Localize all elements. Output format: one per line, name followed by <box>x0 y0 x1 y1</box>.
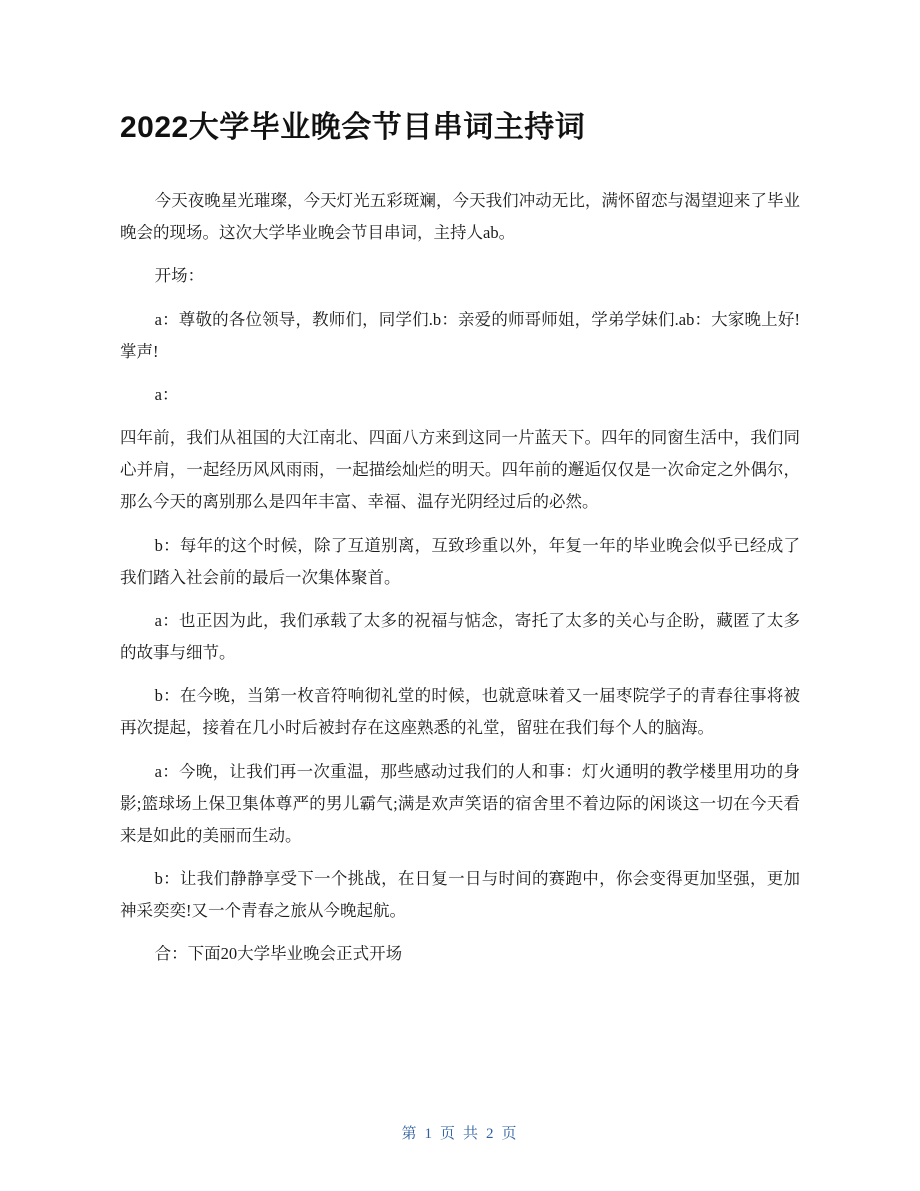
footer-current-page: 1 <box>424 1126 434 1142</box>
paragraph: b：让我们静静享受下一个挑战，在日复一日与时间的赛跑中，你会变得更加坚强，更加神采奕奕!又一个青春之旅从今晚起航。 <box>120 869 800 921</box>
page-title: 2022大学毕业晚会节目串词主持词 <box>120 111 586 144</box>
paragraph: a： <box>154 384 179 404</box>
paragraph: 开场： <box>154 266 205 286</box>
footer-prefix: 第 <box>401 1126 419 1142</box>
paragraph: a：也正因为此，我们承载了太多的祝福与惦念，寄托了太多的关心与企盼，藏匿了太多的故事与细节。 <box>120 610 800 663</box>
document-body <box>120 185 800 971</box>
paragraph: 合：下面20大学毕业晚会正式开场 <box>154 944 403 964</box>
paragraph: a：尊敬的各位领导，教师们，同学们.b：亲爱的师哥师姐，学弟学妹们.ab：大家晚上好!掌声! <box>120 309 800 361</box>
footer-total-pages: 2 <box>486 1126 496 1142</box>
footer-suffix: 页 <box>501 1126 519 1142</box>
footer-of-word: 共 <box>463 1126 481 1142</box>
paragraph: b：每年的这个时候，除了互道别离，互致珍重以外，年复一年的毕业晚会似乎已经成了我们踏入社会前的最后一次集体聚首。 <box>120 535 800 587</box>
footer-page-word: 页 <box>439 1126 457 1142</box>
paragraph: 今天夜晚星光璀璨，今天灯光五彩斑斓，今天我们冲动无比，满怀留恋与渴望迎来了毕业晚会的现场。这次大学毕业晚会节目串词，主持人ab。 <box>120 191 800 243</box>
page-footer <box>0 1122 920 1143</box>
paragraph: b：在今晚，当第一枚音符响彻礼堂的时候，也就意味着又一届枣院学子的青春往事将被再次提起，接着在几小时后被封存在这座熟悉的礼堂，留驻在我们每个人的脑海。 <box>120 686 800 738</box>
paragraph: a：今晚，让我们再一次重温，那些感动过我们的人和事：灯火通明的教学楼里用功的身影;篮球场上保卫集体尊严的男儿霸气;满是欢声笑语的宿舍里不着边际的闲谈这一切在今天看来是如此的美丽而生动。 <box>120 761 800 845</box>
paragraph: 四年前，我们从祖国的大江南北、四面八方来到这同一片蓝天下。四年的同窗生活中，我们同心并肩，一起经历风风雨雨，一起描绘灿烂的明天。四年前的邂逅仅仅是一次命定之外偶尔，那么今天的离别那么是四年丰富、幸福、温存光阴经过后的必然。 <box>120 428 800 512</box>
